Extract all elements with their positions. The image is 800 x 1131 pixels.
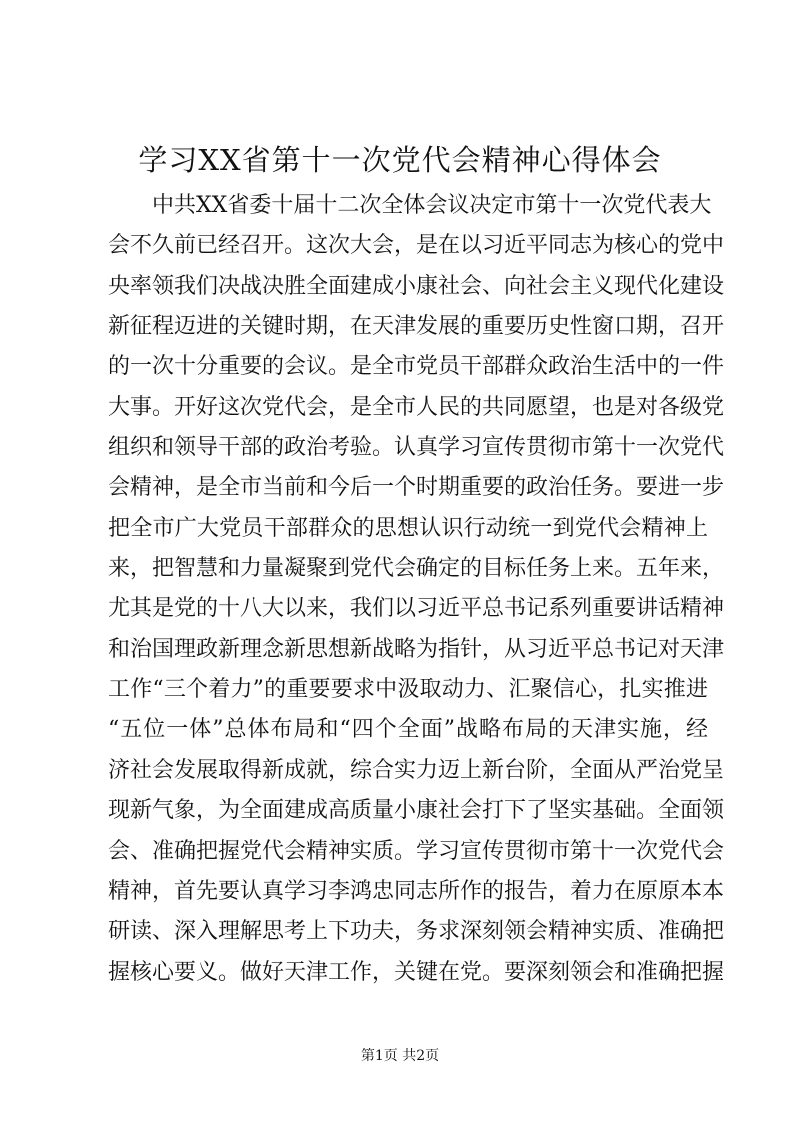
body-line: 组织和领导干部的政治考验。认真学习宣传贯彻市第十一次党代: [108, 435, 725, 461]
body-line: 来，把智慧和力量凝聚到党代会确定的目标任务上来。五年来，: [108, 556, 725, 582]
body-line: 会、准确把握党代会精神实质。学习宣传贯彻市第十一次党代会: [108, 838, 725, 864]
body-line: 现新气象，为全面建成高质量小康社会打下了坚实基础。全面领: [108, 798, 725, 824]
body-line: 新征程迈进的关键时期，在天津发展的重要历史性窗口期，召开: [108, 314, 725, 340]
body-line: 会精神，是全市当前和今后一个时期重要的政治任务。要进一步: [108, 475, 725, 501]
body-line: 握核心要义。做好天津工作，关键在党。要深刻领会和准确把握: [108, 959, 725, 985]
body-line: 精神，首先要认真学习李鸿忠同志所作的报告，着力在原原本本: [108, 878, 725, 904]
body-line: 中共XX省委十届十二次全体会议决定市第十一次党代表大: [152, 193, 712, 218]
body-line: 大事。开好这次党代会，是全市人民的共同愿望，也是对各级党: [108, 394, 725, 420]
document-body: [108, 186, 725, 993]
body-line: 央率领我们决战决胜全面建成小康社会、向社会主义现代化建设: [108, 273, 725, 299]
body-line: 济社会发展取得新成就，综合实力迈上新台阶，全面从严治党呈: [108, 757, 725, 783]
body-line: 研读、深入理解思考上下功夫，务求深刻领会精神实质、准确把: [108, 919, 725, 945]
body-line: 工作“三个着力”的重要要求中汲取动力、汇聚信心，扎实推进: [108, 677, 708, 703]
body-line: 把全市广大党员干部群众的思想认识行动统一到党代会精神上: [108, 515, 708, 541]
body-line: “五位一体”总体布局和“四个全面”战略布局的天津实施，经: [108, 717, 708, 743]
body-line: 的一次十分重要的会议。是全市党员干部群众政治生活中的一件: [108, 354, 725, 380]
body-line: 会不久前已经召开。这次大会，是在以习近平同志为核心的党中: [108, 233, 725, 259]
body-line: 尤其是党的十八大以来，我们以习近平总书记系列重要讲话精神: [108, 596, 725, 622]
page-number-footer: 第1页 共2页: [360, 1048, 440, 1064]
document-title: 学习XX省第十一次党代会精神心得体会: [138, 143, 662, 177]
body-line: 和治国理政新理念新思想新战略为指针，从习近平总书记对天津: [108, 636, 725, 662]
